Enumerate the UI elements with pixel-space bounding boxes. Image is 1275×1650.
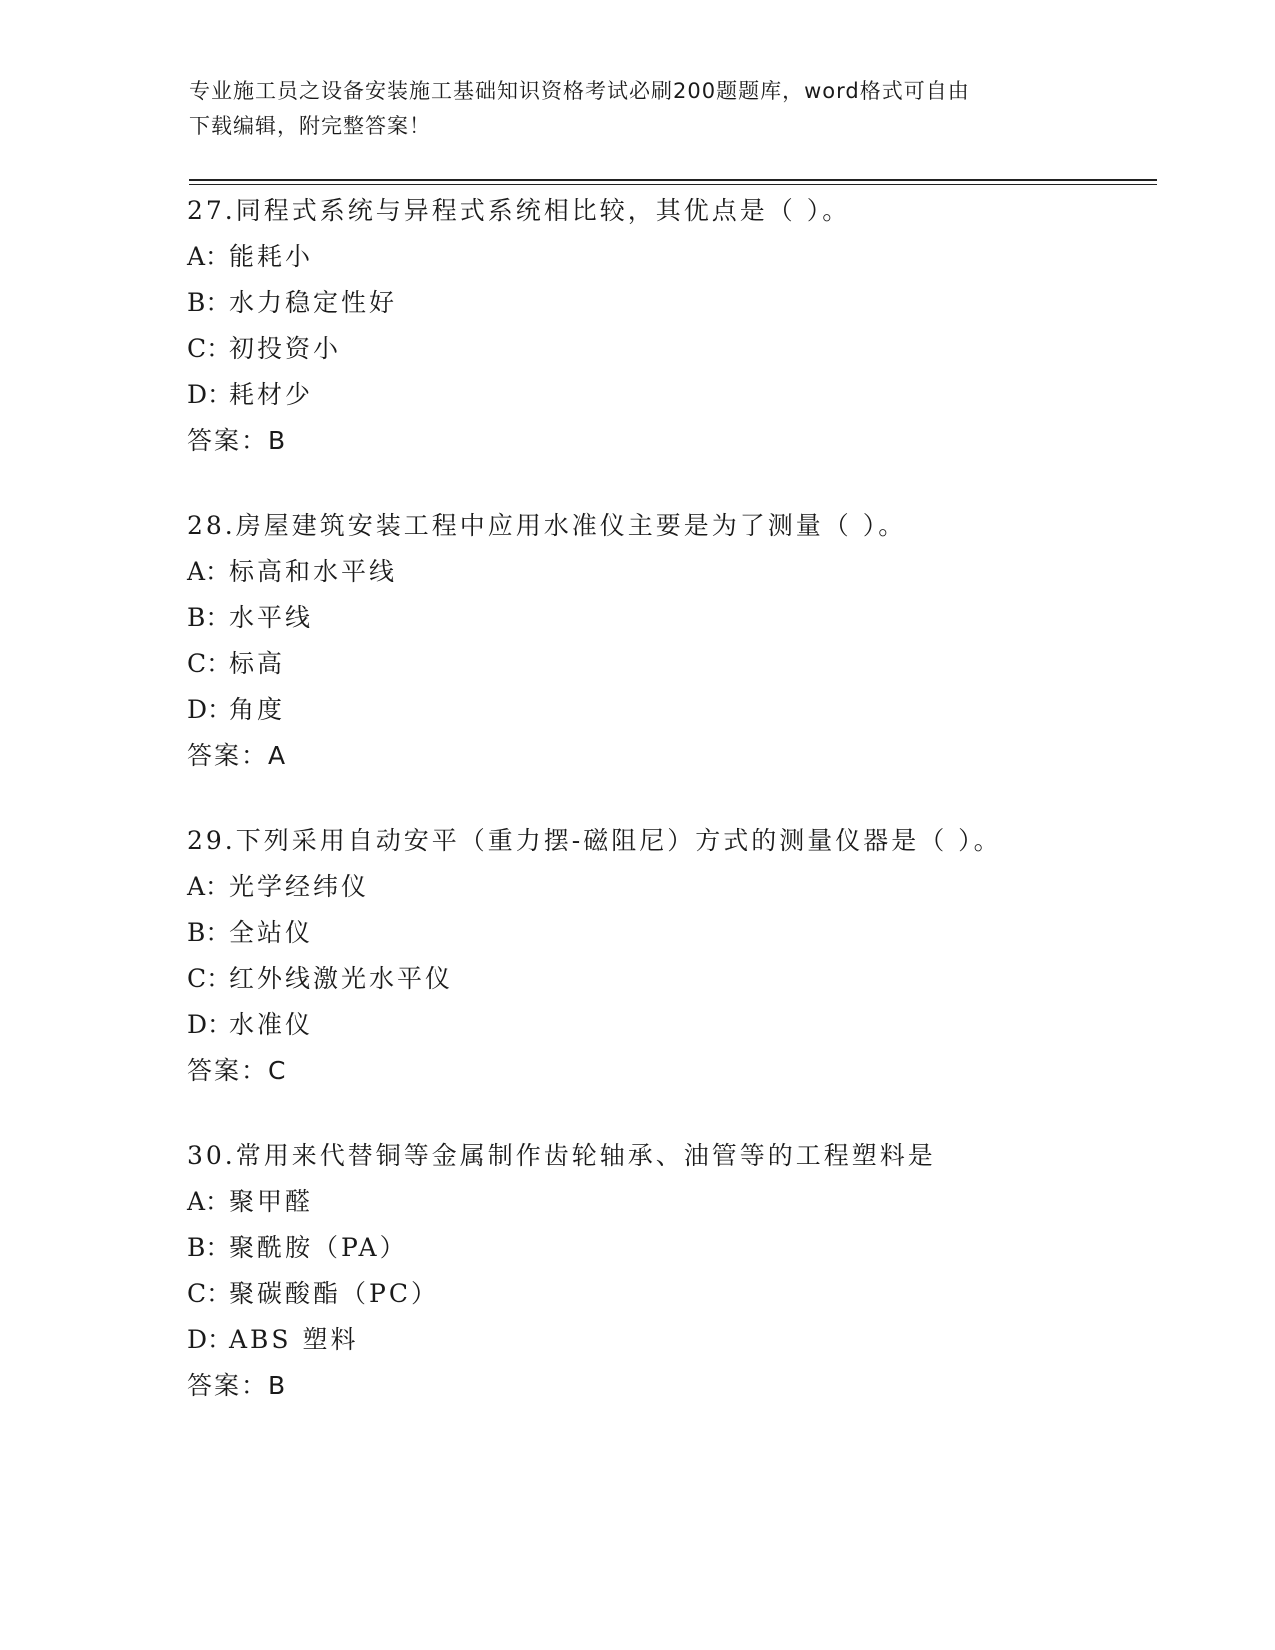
option-letter: A： xyxy=(187,557,231,586)
option-b xyxy=(187,1225,1187,1271)
option-text: 水力稳定性好 xyxy=(229,288,398,317)
question-stem: 28.房屋建筑安装工程中应用水准仪主要是为了测量（ ）。 xyxy=(187,511,907,540)
answer-line: 答案：B xyxy=(187,426,288,455)
option-text: 能耗小 xyxy=(229,242,314,271)
option-d xyxy=(187,1317,1187,1363)
option-text: 聚碳酸酯（PC） xyxy=(229,1279,439,1308)
document-header xyxy=(189,74,1089,144)
answer-line: 答案：C xyxy=(187,1056,288,1085)
question-stem: 30.常用来代替铜等金属制作齿轮轴承、油管等的工程塑料是 xyxy=(187,1141,936,1170)
option-letter: B： xyxy=(187,288,231,317)
option-text: ABS 塑料 xyxy=(229,1325,359,1354)
option-letter: A： xyxy=(187,242,231,271)
option-text: 初投资小 xyxy=(229,334,342,363)
option-letter: A： xyxy=(187,1187,231,1216)
option-letter: B： xyxy=(187,918,231,947)
option-text: 水准仪 xyxy=(229,1010,314,1039)
option-c xyxy=(187,1271,1187,1317)
option-d xyxy=(187,1002,1187,1048)
option-a xyxy=(187,864,1187,910)
answer-line: 答案：A xyxy=(187,741,288,770)
option-letter: C： xyxy=(187,649,232,678)
option-a xyxy=(187,549,1187,595)
question-29 xyxy=(187,818,1187,1094)
option-letter: A： xyxy=(187,872,231,901)
option-text: 标高和水平线 xyxy=(229,557,398,586)
option-letter: D： xyxy=(187,380,233,409)
option-text: 红外线激光水平仪 xyxy=(229,964,454,993)
option-letter: C： xyxy=(187,964,232,993)
option-d xyxy=(187,687,1187,733)
answer-line: 答案：B xyxy=(187,1371,288,1400)
option-text: 角度 xyxy=(229,695,286,724)
option-d xyxy=(187,372,1187,418)
question-list xyxy=(187,188,1187,1448)
option-text: 光学经纬仪 xyxy=(229,872,370,901)
question-stem: 29.下列采用自动安平（重力摆-磁阻尼）方式的测量仪器是（ ）。 xyxy=(187,826,1002,855)
header-divider-thick xyxy=(189,179,1157,181)
option-b xyxy=(187,910,1187,956)
option-c xyxy=(187,641,1187,687)
question-30 xyxy=(187,1133,1187,1409)
option-c xyxy=(187,956,1187,1002)
option-letter: D： xyxy=(187,1325,233,1354)
option-letter: B： xyxy=(187,603,231,632)
option-text: 标高 xyxy=(229,649,286,678)
option-a xyxy=(187,234,1187,280)
option-text: 聚酰胺（PA） xyxy=(229,1233,408,1262)
option-b xyxy=(187,280,1187,326)
option-text: 水平线 xyxy=(229,603,314,632)
option-b xyxy=(187,595,1187,641)
option-text: 耗材少 xyxy=(229,380,314,409)
option-letter: C： xyxy=(187,1279,232,1308)
header-line-1: 专业施工员之设备安装施工基础知识资格考试必刷200题题库，word格式可自由 xyxy=(189,79,970,103)
question-28 xyxy=(187,503,1187,779)
option-text: 聚甲醛 xyxy=(229,1187,314,1216)
header-divider-thin xyxy=(189,184,1157,185)
header-line-2: 下载编辑，附完整答案！ xyxy=(189,114,431,138)
option-a xyxy=(187,1179,1187,1225)
option-letter: C： xyxy=(187,334,232,363)
question-stem: 27.同程式系统与异程式系统相比较，其优点是（ ）。 xyxy=(187,196,851,225)
question-27 xyxy=(187,188,1187,464)
option-text: 全站仪 xyxy=(229,918,314,947)
option-letter: D： xyxy=(187,695,233,724)
option-letter: D： xyxy=(187,1010,233,1039)
option-c xyxy=(187,326,1187,372)
option-letter: B： xyxy=(187,1233,231,1262)
